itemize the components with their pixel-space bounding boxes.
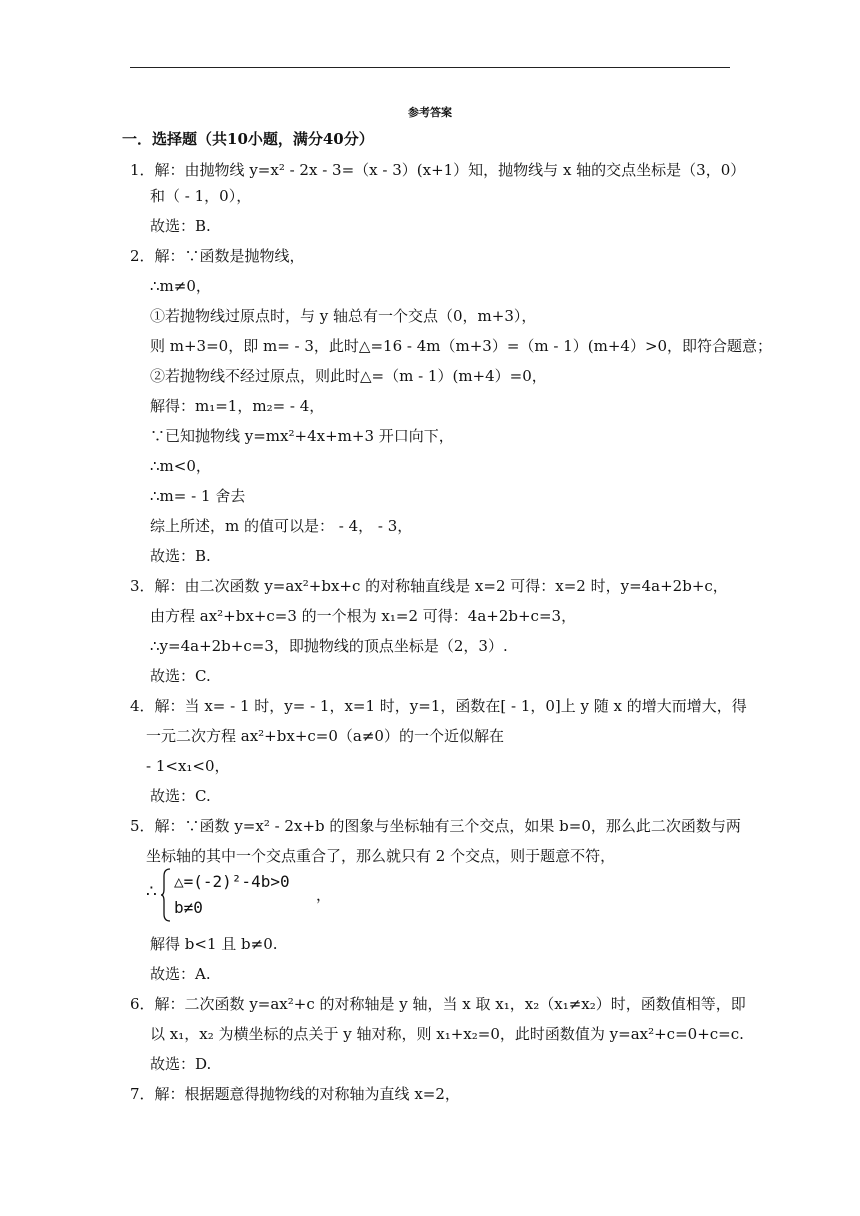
- therefore-symbol: ∴: [146, 882, 157, 902]
- system-comma: ，: [316, 886, 332, 904]
- answer-6-line-1: 6．解：二次函数 y=ax²+c 的对称轴是 y 轴，当 x 取 x₁，x₂（x₁≠x₂）时，函数值相等，即: [130, 995, 746, 1013]
- answer-2-line-4: 则 m+3=0，即 m= - 3，此时△=16 - 4m（m+3）=（m - 1）(m+4）>0，即符合题意；: [150, 337, 773, 355]
- answer-4-choice: 故选：C.: [150, 787, 211, 805]
- brace-icon: [160, 868, 172, 922]
- inequality-system: [146, 870, 336, 922]
- answer-5-choice: 故选：A.: [150, 965, 211, 983]
- answer-2-line-3: ①若抛物线过原点时，与 y 轴总有一个交点（0，m+3），: [150, 307, 537, 325]
- answer-2-choice: 故选：B.: [150, 547, 211, 565]
- answer-6-line-2: 以 x₁，x₂ 为横坐标的点关于 y 轴对称，则 x₁+x₂=0，此时函数值为 y=ax²+c=0+c=c.: [150, 1025, 744, 1043]
- section-heading: 一．选择题（共10小题，满分40分）: [122, 130, 374, 148]
- answer-2-line-8: ∴m<0，: [150, 457, 211, 475]
- answer-7-line-1: 7．解：根据题意得抛物线的对称轴为直线 x=2，: [130, 1085, 460, 1103]
- answer-4-line-2: 一元二次方程 ax²+bx+c=0（a≠0）的一个近似解在: [146, 727, 504, 745]
- answer-2-line-2: ∴m≠0，: [150, 277, 211, 295]
- answer-2-line-7: ∵已知抛物线 y=mx²+4x+m+3 开口向下，: [150, 427, 454, 445]
- page-title: 参考答案: [408, 106, 452, 119]
- answer-2-line-6: 解得：m₁=1，m₂= - 4，: [150, 397, 325, 415]
- answer-3-line-2: 由方程 ax²+bx+c=3 的一个根为 x₁=2 可得：4a+2b+c=3，: [150, 607, 577, 625]
- answer-5-line-2: 坐标轴的其中一个交点重合了，那么就只有 2 个交点，则于题意不符，: [146, 847, 616, 865]
- answer-3-line-1: 3．解：由二次函数 y=ax²+bx+c 的对称轴直线是 x=2 可得：x=2 时，y=4a+2b+c，: [130, 577, 728, 595]
- answer-2-line-9: ∴m= - 1 舍去: [150, 487, 246, 505]
- header-rule: [130, 67, 730, 68]
- answer-2-line-10: 综上所述，m 的值可以是： - 4， - 3，: [150, 517, 413, 535]
- answer-2-line-1: 2．解：∵函数是抛物线，: [130, 247, 305, 265]
- answer-6-choice: 故选：D.: [150, 1055, 212, 1073]
- answer-2-line-5: ②若抛物线不经过原点，则此时△=（m - 1）(m+4）=0，: [150, 367, 547, 385]
- answer-4-line-3: - 1<x₁<0，: [146, 757, 230, 775]
- answer-4-line-1: 4．解：当 x= - 1 时，y= - 1，x=1 时，y=1，函数在[ - 1，0]上 y 随 x 的增大而增大，得: [130, 697, 747, 715]
- answer-3-line-3: ∴y=4a+2b+c=3，即抛物线的顶点坐标是（2，3）.: [150, 637, 508, 655]
- answer-3-choice: 故选：C.: [150, 667, 211, 685]
- inequality-1: △=(-2)²-4b>0: [174, 872, 290, 891]
- inequality-2: b≠0: [174, 898, 203, 917]
- answer-1-choice: 故选：B.: [150, 217, 211, 235]
- answer-5-line-3: 解得 b<1 且 b≠0.: [150, 935, 278, 953]
- answer-1-line-2: 和（ - 1，0），: [150, 187, 252, 205]
- answer-5-line-1: 5．解：∵函数 y=x² - 2x+b 的图象与坐标轴有三个交点，如果 b=0，那么此二次函数与两: [130, 817, 741, 835]
- answer-1-line-1: 1．解：由抛物线 y=x² - 2x - 3=（x - 3）(x+1）知，抛物线与 x 轴的交点坐标是（3，0）: [130, 161, 746, 179]
